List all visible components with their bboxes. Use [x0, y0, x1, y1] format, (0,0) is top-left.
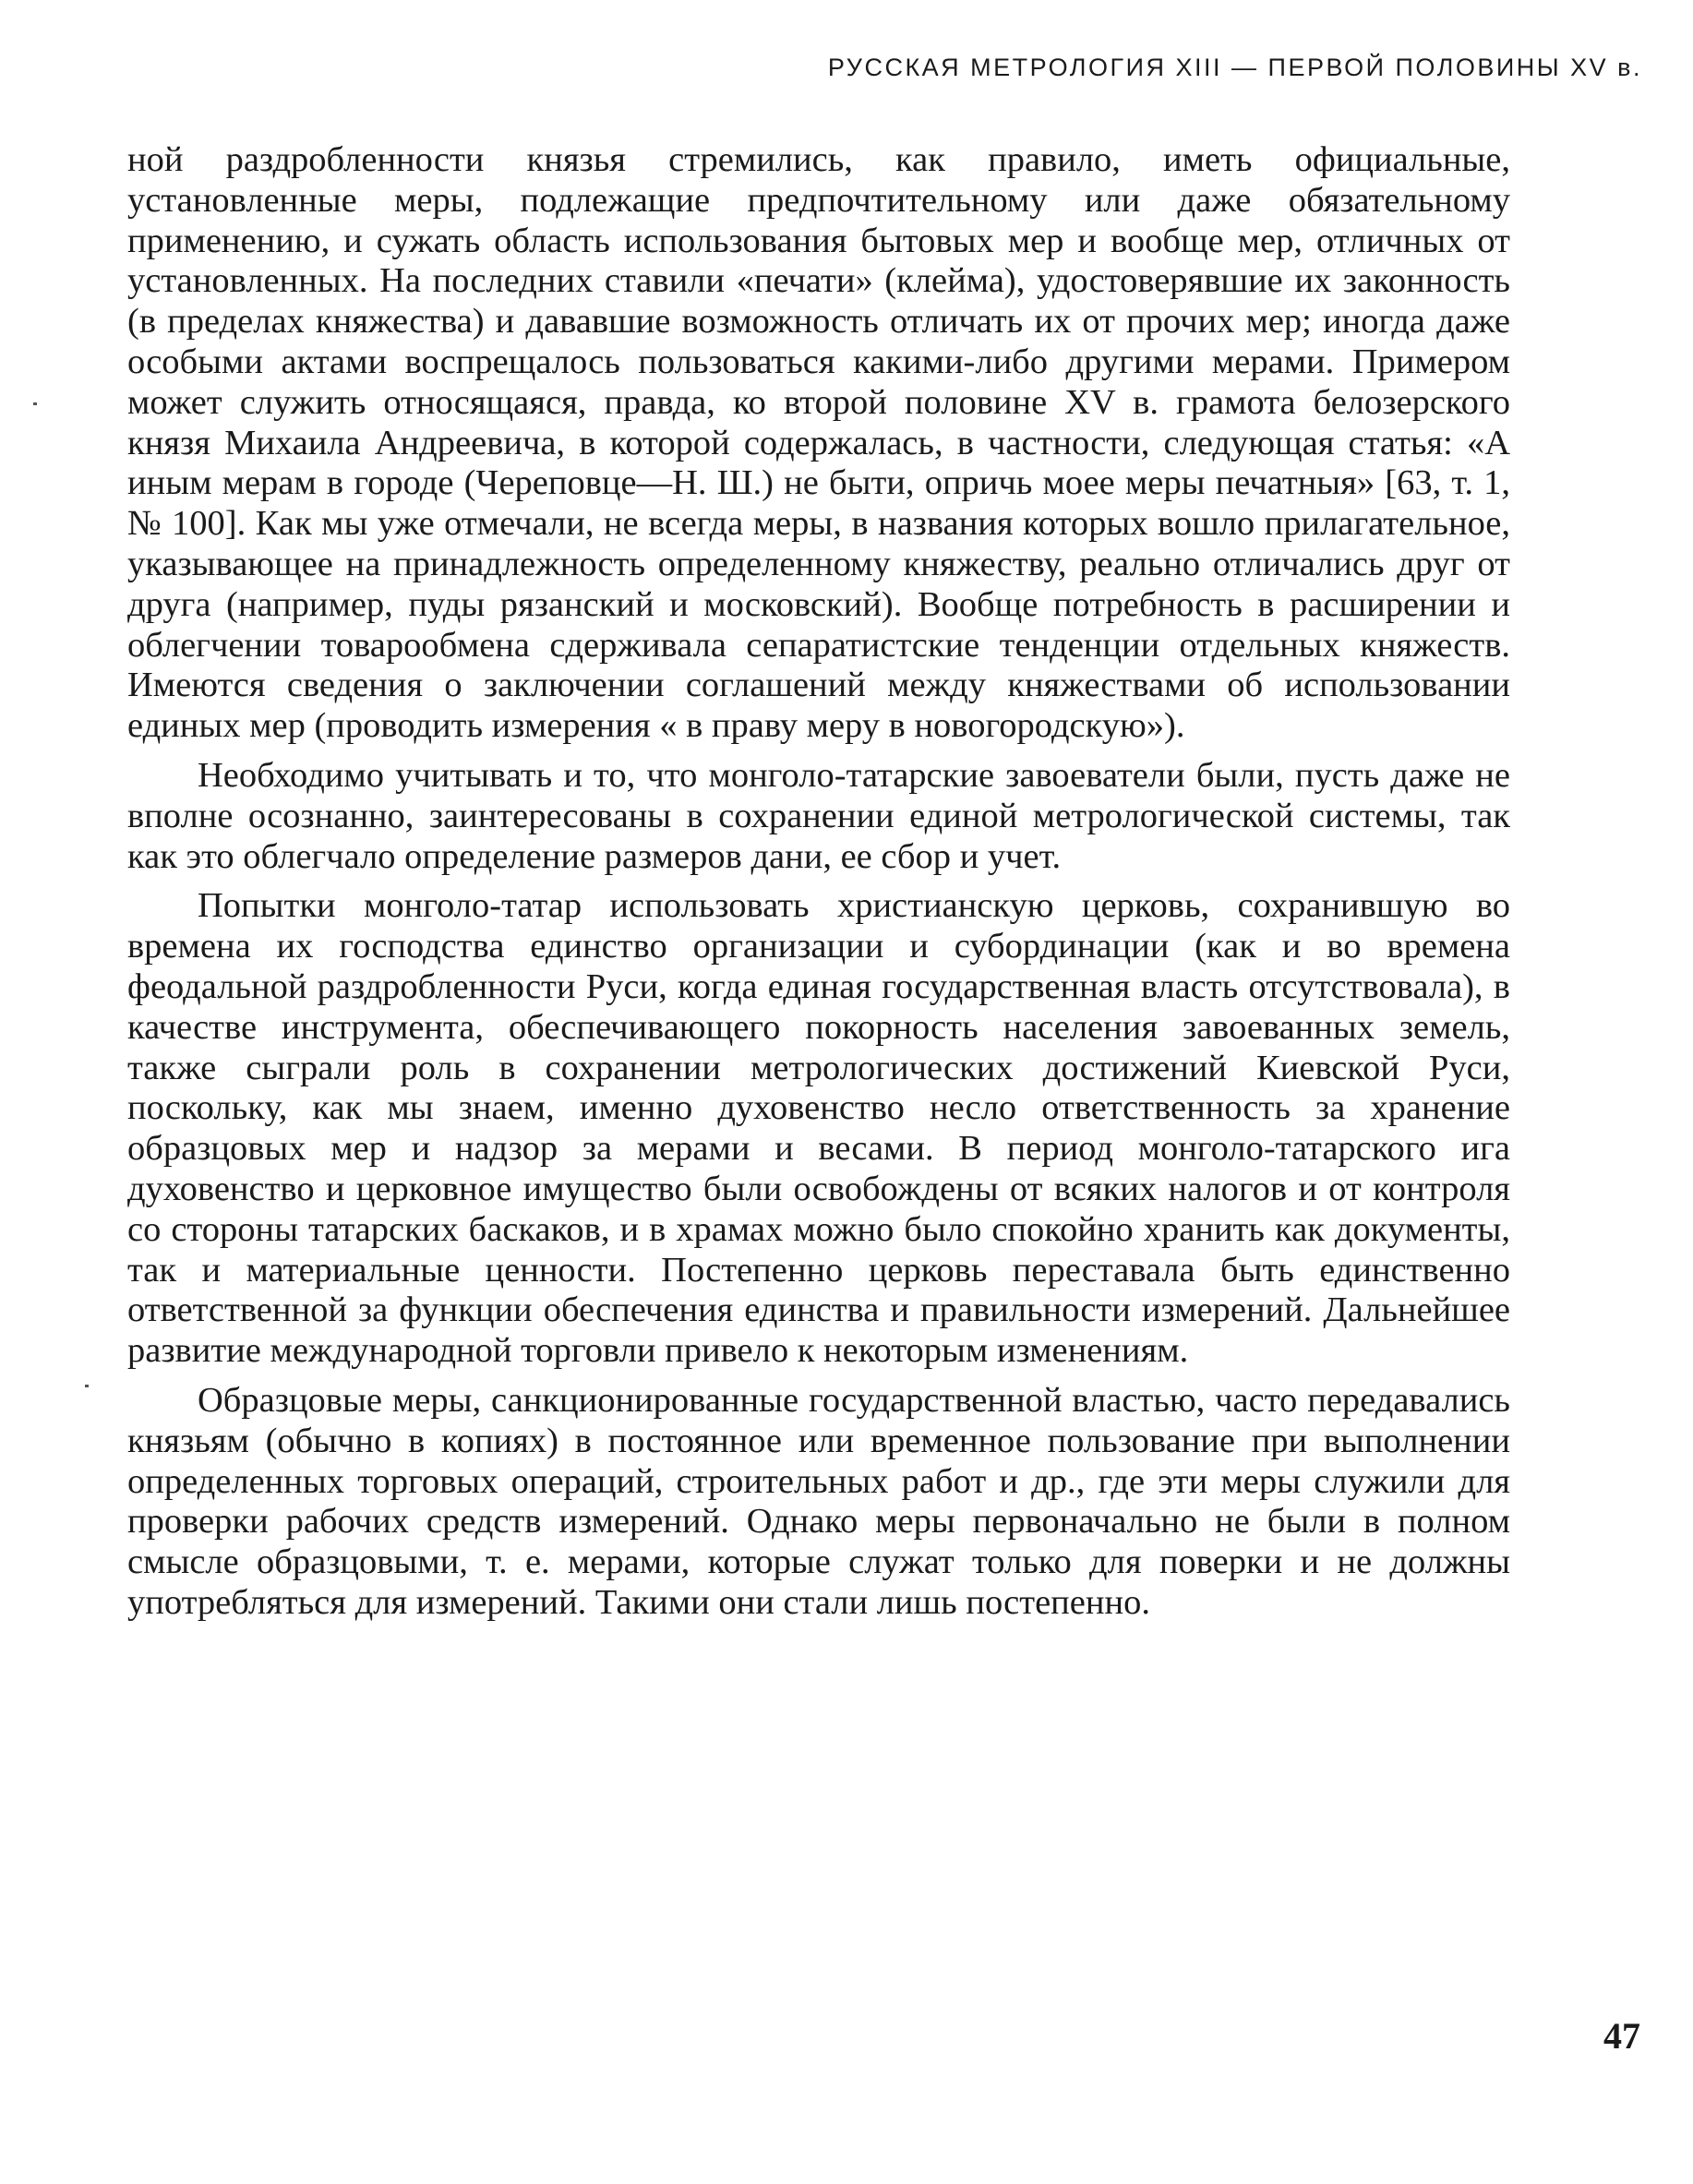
paragraph-reference-measures: Образцовые меры, санкционированные государственной властью, часто передавались князьям (обычно в копиях) в постоянное или временное пользование при выполнении определенных торговых операций, строительных работ и др., где эти меры служили для проверки рабочих средств измерений. Однако меры первоначально не были в полном смысле образцовыми, т. е. мерами, которые служат только для поверки и не должны употребляться для измерений. Такими они стали лишь постепенно. [127, 1380, 1510, 1622]
margin-speck [33, 402, 37, 405]
paragraph-church-role: Попытки монголо-татар использовать христианскую церковь, сохранившую во времена их господства единство организации и субординации (как и во времена феодальной раздробленности Руси, когда единая государственная власть отсутствовала), в качестве инструмента, обеспечивающего покорность населения завоеванных земель, также сыграли роль в сохранении метрологических достижений Киевской Руси, поскольку, как мы знаем, именно духовенство несло ответственность за хранение образцовых мер и надзор за мерами и весами. В период монголо-татарского ига духовенство и церковное имущество были освобождены от всяких налогов и от контроля со стороны татарских баскаков, и в храмах можно было спокойно хранить как документы, так и материальные ценности. Постепенно церковь переставала быть единственно ответственной за функции обеспечения единства и правильности измерений. Дальнейшее развитие международной торговли привело к некоторым изменениям. [127, 886, 1510, 1371]
running-head: РУССКАЯ МЕТРОЛОГИЯ XIII — ПЕРВОЙ ПОЛОВИНЫ XV в. [827, 54, 1642, 81]
body-text [127, 140, 1510, 1624]
margin-speck [85, 1385, 89, 1387]
page-number: 47 [1603, 2015, 1640, 2057]
paragraph-mongol-conquerors: Необходимо учитывать и то, что монголо-татарские завоеватели были, пусть даже не вполне осознанно, заинтересованы в сохранении единой метрологической системы, так как это облегчало определение размеров дани, ее сбор и учет. [127, 755, 1510, 876]
paragraph-continued: ной раздробленности князья стремились, как правило, иметь официальные, установленные меры, подлежащие предпочтительному или даже обязательному применению, и сужать область использования бытовых мер и вообще мер, отличных от установленных. На последних ставили «печати» (клейма), удостоверявшие их законность (в пределах княжества) и дававшие возможность отличать их от прочих мер; иногда даже особыми актами воспрещалось пользоваться какими-либо другими мерами. Примером может служить относящаяся, правда, ко второй половине XV в. грамота белозерского князя Михаила Андреевича, в которой содержалась, в частности, следующая статья: «А иным мерам в городе (Череповце—Н. Ш.) не быти, опричь моее меры печатныя» [63, т. 1, № 100]. Как мы уже отмечали, не всегда меры, в названия которых вошло прилагательное, указывающее на принадлежность определенному княжеству, реально отличались друг от друга (например, пуды рязанский и московский). Вообще потребность в расширении и облегчении товарообмена сдерживала сепаратистские тенденции отдельных княжеств. Имеются сведения о заключении соглашений между княжествами об использовании единых мер (проводить измерения « в праву меру в новогородскую»). [127, 140, 1510, 746]
